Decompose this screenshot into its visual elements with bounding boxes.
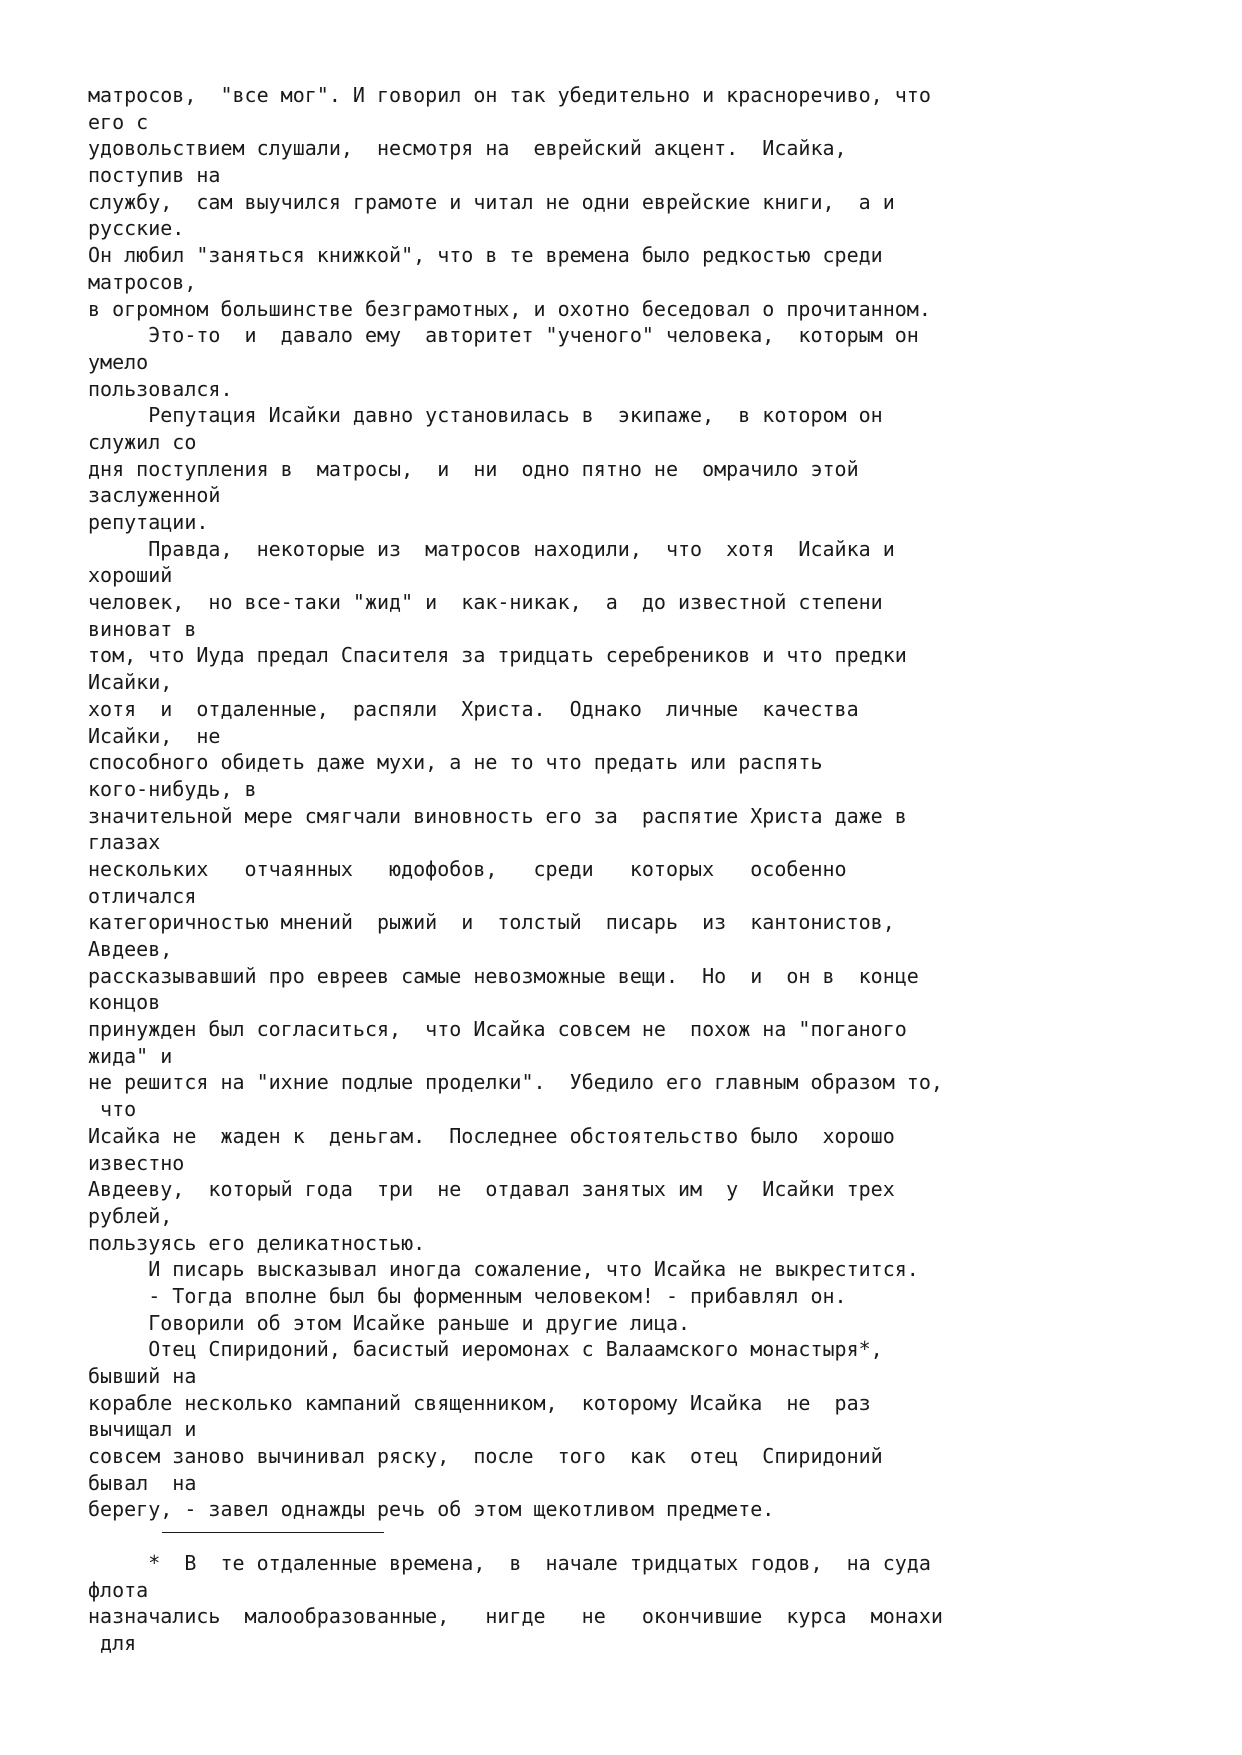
text-line: берегу, - завел однажды речь об этом щекотливом предмете. [88,1497,775,1522]
text-line: его с [88,109,149,134]
footnote-line: назначались малообразованные, нигде не окончившие курса монахи [88,1604,943,1629]
text-line: служил со [88,429,197,454]
text-line: нескольких отчаянных юдофобов, среди которых особенно [88,856,847,881]
text-line: рассказывавший про евреев самые невозможные вещи. Но и он в конце [88,963,919,988]
text-line: Исайка не жаден к деньгам. Последнее обстоятельство было хорошо [88,1123,895,1148]
text-line: русские. [88,216,185,241]
text-line: матросов, [88,269,197,294]
text-line: человек, но все-таки "жид" и как-никак, а до известной степени [88,590,883,615]
footnote-separator [88,1523,1208,1550]
text-line: удовольствием слушали, несмотря на еврейский акцент. Исайка, [88,136,847,161]
text-line: бывший на [88,1364,197,1388]
text-line: хотя и отдаленные, распяли Христа. Однако личные качества [88,696,859,721]
text-line: корабле несколько кампаний священником, которому Исайка не раз [88,1390,871,1415]
text-line: Исайки, [88,670,173,695]
text-line: Авдееву, который года три не отдавал занятых им у Исайки трех [88,1177,895,1202]
text-line: - Тогда вполне был бы форменным человеком! - прибавлял он. [88,1283,847,1308]
text-line: службу, сам выучился грамоте и читал не одни еврейские книги, а и [88,189,895,214]
text-line: том, что Иуда предал Спасителя за тридцать серебреников и что предки [88,643,907,668]
text-line: отличался [88,883,197,908]
footnote-line: * В те отдаленные времена, в начале тридцатых годов, на суда [88,1550,931,1575]
text-line: концов [88,990,161,1015]
text-line: И писарь высказывал иногда сожаление, что Исайка не выкрестится. [88,1257,919,1282]
text-line: категоричностью мнений рыжий и толстый писарь из кантонистов, [88,910,895,935]
text-line: значительной мере смягчали виновность его за распятие Христа даже в [88,803,907,828]
text-line: Отец Спиридоний, басистый иеромонах с Валаамского монастыря*, [88,1337,883,1362]
text-line: пользовался. [88,376,233,401]
text-line: Правда, некоторые из матросов находили, что хотя Исайка и [88,536,895,561]
text-line: Это-то и давало ему авторитет "ученого" человека, которым он [88,323,919,348]
text-line: совсем заново вычинивал ряску, после того как отец Спиридоний [88,1444,883,1469]
text-line: в огромном большинстве безграмотных, и охотно беседовал о прочитанном. [88,296,931,321]
text-line: заслуженной [88,483,221,508]
text-line: Говорили об этом Исайке раньше и другие лица. [88,1310,691,1335]
text-line: умело [88,349,149,374]
text-line: Он любил "заняться книжкой", что в те времена было редкостью среди [88,243,883,268]
text-line: матросов, "все мог". И говорил он так убедительно и красноречиво, что [88,83,931,107]
text-line: принужден был согласиться, что Исайка совсем не похож на "поганого [88,1017,907,1042]
footnote-line: флота [88,1577,149,1602]
text-line: Авдеев, [88,937,173,961]
text-line: кого-нибудь, в [88,776,257,801]
text-line: вычищал и [88,1417,197,1442]
text-line: жида" и [88,1043,173,1068]
text-line: известно [88,1150,185,1175]
text-line: Исайки, не [88,723,221,748]
text-line: не решится на "ихние подлые проделки". Убедило его главным образом то, [88,1070,943,1095]
text-line: рублей, [88,1203,173,1228]
body-text [88,82,1208,1657]
text-line: поступив на [88,163,221,188]
text-line: Репутация Исайки давно установилась в экипаже, в котором он [88,403,883,428]
text-line: виноват в [88,616,197,641]
text-line: что [88,1097,137,1122]
text-line: глазах [88,830,161,855]
text-line: дня поступления в матросы, и ни одно пятно не омрачило этой [88,456,859,481]
text-line: пользуясь его деликатностью. [88,1230,426,1255]
footnote-line: для [88,1630,137,1655]
text-line: способного обидеть даже мухи, а не то что предать или распять [88,750,823,775]
text-line: бывал на [88,1470,197,1495]
text-line: хороший [88,563,173,588]
text-line: репутации. [88,510,209,534]
